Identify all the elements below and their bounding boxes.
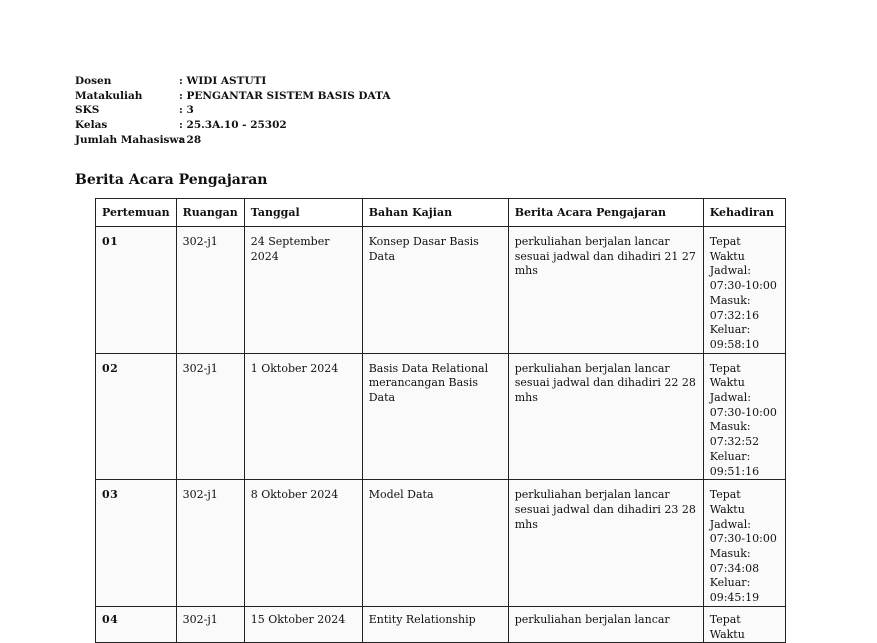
berita-line: sesuai jadwal dan dihadiri 23 28 <box>514 502 696 516</box>
kehadiran-status: Tepat Waktu <box>709 361 745 390</box>
cell-ruangan: 302-j1 <box>176 353 244 480</box>
cell-berita-acara <box>508 353 703 480</box>
bahan-line: merancangan Basis Data <box>368 376 478 405</box>
header-pertemuan: Pertemuan <box>96 199 177 227</box>
keluar-value: 09:45:19 <box>709 591 760 605</box>
masuk-value: 07:32:52 <box>709 435 760 449</box>
table-row <box>96 606 786 642</box>
tanggal-line: 8 Oktober 2024 <box>250 488 339 502</box>
jadwal-value: 07:30-10:00 <box>709 532 777 546</box>
berita-line: perkuliahan berjalan lancar <box>514 235 670 248</box>
cell-tanggal: 15 Oktober 2024 <box>244 606 362 642</box>
attendance-table <box>95 198 786 643</box>
dosen-label: Dosen <box>75 75 112 87</box>
berita-line: mhs <box>514 517 538 531</box>
table-row <box>96 480 786 607</box>
header-tanggal: Tanggal <box>244 199 362 227</box>
jadwal-label: Jadwal: <box>709 391 751 405</box>
berita-line: mhs <box>514 264 538 278</box>
keluar-label: Keluar: <box>709 576 751 590</box>
cell-ruangan: 302-j1 <box>176 480 244 607</box>
kehadiran-status: Tepat Waktu <box>709 488 745 516</box>
jadwal-label: Jadwal: <box>709 264 751 278</box>
cell-ruangan: 302-j1 <box>176 227 244 354</box>
table-header-row <box>96 199 786 227</box>
table-row <box>96 227 786 354</box>
masuk-value: 07:34:08 <box>709 561 760 575</box>
kelas-value: : 25.3A.10 - 25302 <box>179 119 287 132</box>
bahan-line: Model Data <box>368 488 434 502</box>
cell-berita-acara: perkuliahan berjalan lancar <box>508 606 703 642</box>
jadwal-label: Jadwal: <box>709 517 751 531</box>
dosen-value: : WIDI ASTUTI <box>179 75 267 87</box>
matakuliah-label: Matakuliah <box>75 89 143 102</box>
cell-pertemuan: 01 <box>96 227 177 354</box>
tanggal-line: 2024 <box>250 249 279 263</box>
header-kehadiran: Kehadiran <box>703 199 785 227</box>
cell-kehadiran <box>703 353 785 480</box>
keluar-value: 09:51:16 <box>709 464 760 478</box>
cell-ruangan: 302-j1 <box>176 606 244 642</box>
jadwal-value: 07:30-10:00 <box>709 405 777 419</box>
cell-bahan-kajian: Entity Relationship <box>362 606 508 642</box>
masuk-label: Masuk: <box>709 293 751 307</box>
cell-kehadiran <box>703 480 785 607</box>
keluar-label: Keluar: <box>709 449 751 463</box>
keluar-label: Keluar: <box>709 323 751 337</box>
matakuliah-value: : PENGANTAR SISTEM BASIS DATA <box>179 89 391 102</box>
berita-line: sesuai jadwal dan dihadiri 22 28 <box>514 376 696 390</box>
jumlah-value: : 28 <box>179 133 202 146</box>
tanggal-line: 24 September <box>250 235 330 248</box>
jumlah-label: Jumlah Mahasiswa <box>75 133 186 146</box>
info-row-dosen <box>75 74 391 89</box>
info-row-matakuliah <box>75 89 391 104</box>
info-row-sks <box>75 103 391 118</box>
bahan-line: Konsep Dasar Basis Data <box>368 235 479 263</box>
sks-value: : 3 <box>179 104 194 117</box>
tanggal-line: 1 Oktober 2024 <box>250 361 339 375</box>
cell-berita-acara <box>508 227 703 354</box>
berita-line: perkuliahan berjalan lancar <box>514 488 670 502</box>
kelas-label: Kelas <box>75 119 108 132</box>
sks-label: SKS <box>75 104 100 117</box>
header-bahan-kajian: Bahan Kajian <box>362 199 508 227</box>
cell-tanggal <box>244 227 362 354</box>
kehadiran-status: Tepat Waktu <box>709 235 745 263</box>
section-title: Berita Acara Pengajaran <box>75 172 268 188</box>
table-row <box>96 353 786 480</box>
masuk-label: Masuk: <box>709 547 751 561</box>
jadwal-value: 07:30-10:00 <box>709 279 777 293</box>
cell-bahan-kajian <box>362 227 508 354</box>
info-row-jumlah <box>75 133 391 148</box>
cell-kehadiran: Tepat Waktu <box>703 606 785 642</box>
cell-kehadiran <box>703 227 785 354</box>
cell-tanggal <box>244 353 362 480</box>
cell-tanggal <box>244 480 362 607</box>
bahan-line: Basis Data Relational <box>368 361 489 375</box>
cell-bahan-kajian <box>362 353 508 480</box>
keluar-value: 09:58:10 <box>709 337 760 351</box>
cell-pertemuan: 04 <box>96 606 177 642</box>
header-berita-acara: Berita Acara Pengajaran <box>508 199 703 227</box>
berita-line: sesuai jadwal dan dihadiri 21 27 <box>514 249 696 263</box>
course-info <box>75 74 391 147</box>
cell-berita-acara <box>508 480 703 607</box>
cell-pertemuan: 02 <box>96 353 177 480</box>
info-row-kelas <box>75 118 391 133</box>
cell-bahan-kajian <box>362 480 508 607</box>
masuk-label: Masuk: <box>709 420 751 434</box>
berita-line: mhs <box>514 391 538 405</box>
masuk-value: 07:32:16 <box>709 308 760 322</box>
cell-pertemuan: 03 <box>96 480 177 607</box>
header-ruangan: Ruangan <box>176 199 244 227</box>
berita-line: perkuliahan berjalan lancar <box>514 361 670 375</box>
